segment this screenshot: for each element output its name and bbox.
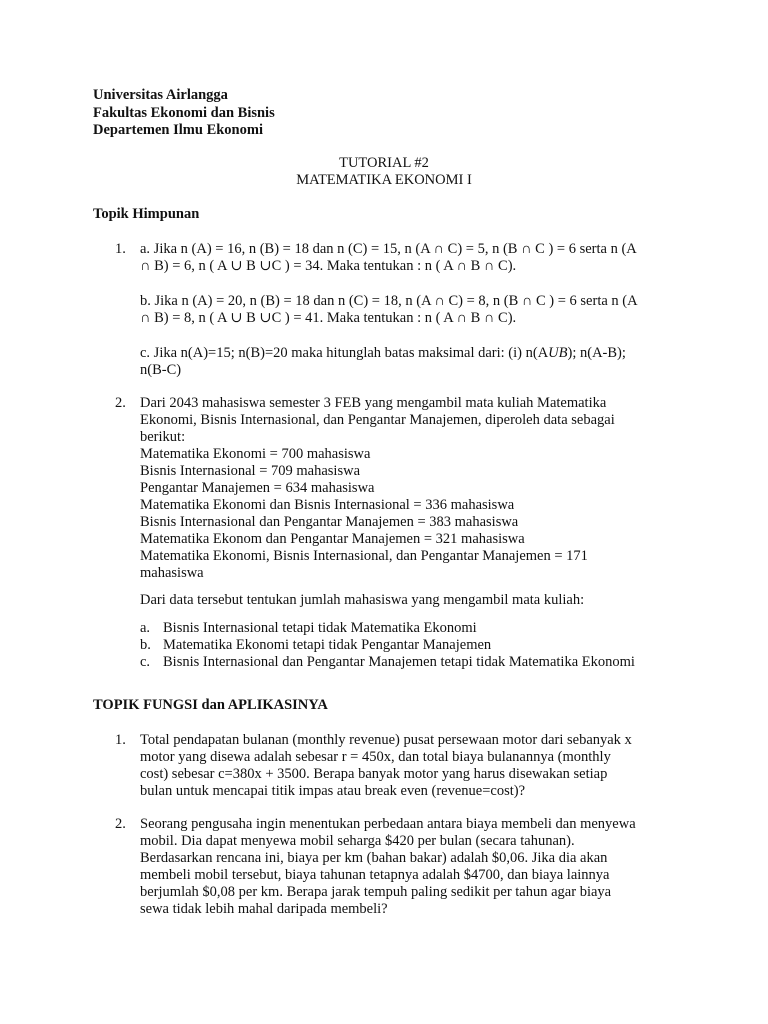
question-2-line: berikut: — [140, 429, 186, 445]
question-1c-line1-pre: c. Jika n(A)=15; n(B)=20 maka hitunglah batas maksimal dari: (i) n(A — [140, 345, 549, 361]
question-2-line: Bisnis Internasional = 709 mahasiswa — [140, 463, 361, 479]
fungsi-question-1-line: cost) sebesar c=380x + 3500. Berapa banyak motor yang harus disewakan setiap — [140, 766, 608, 782]
question-1a-line1: a. Jika n (A) = 16, n (B) = 18 dan n (C) = 15, n (A ∩ C) = 5, n (B ∩ C ) = 6 serta n (A — [140, 241, 637, 257]
section-heading-himpunan: Topik Himpunan — [93, 206, 200, 222]
fungsi-question-2-line: sewa tidak lebih mahal daripada membeli? — [140, 901, 388, 917]
question-2-line: Matematika Ekonomi, Bisnis Internasional, dan Pengantar Manajemen = 171 — [140, 548, 588, 564]
question-2-body — [140, 395, 680, 582]
question-number: 1. — [115, 241, 126, 257]
fungsi-question-1-body — [140, 732, 680, 800]
question-2-line: Matematika Ekonomi = 700 mahasiswa — [140, 446, 371, 462]
question-1c-line1 — [140, 345, 680, 362]
university-name: Universitas Airlangga — [93, 87, 228, 103]
option-letter: c. — [140, 654, 151, 670]
question-2-line: Matematika Ekonom dan Pengantar Manajemen = 321 mahasiswa — [140, 531, 525, 547]
question-number: 2. — [115, 816, 126, 832]
question-1c-line2: n(B-C) — [140, 362, 182, 378]
option-text: Bisnis Internasional dan Pengantar Manajemen tetapi tidak Matematika Ekonomi — [163, 654, 635, 670]
question-2-line: Dari 2043 mahasiswa semester 3 FEB yang mengambil mata kuliah Matematika — [140, 395, 607, 411]
fungsi-question-2-body — [140, 816, 680, 918]
question-number: 1. — [115, 732, 126, 748]
question-2-line: Pengantar Manajemen = 634 mahasiswa — [140, 480, 375, 496]
faculty-name: Fakultas Ekonomi dan Bisnis — [93, 105, 275, 121]
option-letter: a. — [140, 620, 151, 636]
question-1c — [140, 345, 680, 379]
question-1a-line2: ∩ B) = 6, n ( A ∪ B ∪C ) = 34. Maka tentukan : n ( A ∩ B ∩ C). — [140, 258, 517, 274]
section-heading-fungsi: TOPIK FUNGSI dan APLIKASINYA — [93, 697, 328, 713]
question-1a — [140, 241, 680, 275]
question-2-line: Matematika Ekonomi dan Bisnis Internasional = 336 mahasiswa — [140, 497, 515, 513]
fungsi-question-2-line: Berdasarkan rencana ini, biaya per km (bahan bakar) adalah $0,06. Jika dia akan — [140, 850, 608, 866]
fungsi-question-2-line: mobil. Dia dapat menyewa mobil seharga $420 per bulan (secara tahunan). — [140, 833, 575, 849]
question-1b — [140, 293, 680, 327]
option-letter: b. — [140, 637, 151, 653]
question-2-line: Bisnis Internasional dan Pengantar Manajemen = 383 mahasiswa — [140, 514, 519, 530]
fungsi-question-2-line: membeli mobil tersebut, biaya tahunan tetapnya adalah $4700, dan biaya lainnya — [140, 867, 610, 883]
tutorial-title: TUTORIAL #2 — [339, 155, 429, 171]
question-2-prompt: Dari data tersebut tentukan jumlah mahasiswa yang mengambil mata kuliah: — [140, 592, 585, 608]
question-2-line: Ekonomi, Bisnis Internasional, dan Pengantar Manajemen, diperoleh data sebagai — [140, 412, 615, 428]
union-symbol: UB — [548, 345, 568, 361]
question-number: 2. — [115, 395, 126, 411]
fungsi-question-2-line: berjumlah $0,08 per km. Berapa jarak tempuh paling sedikit per tahun agar biaya — [140, 884, 612, 900]
question-1c-line1-post: ); n(A-B); — [567, 345, 626, 361]
course-title: MATEMATIKA EKONOMI I — [296, 172, 472, 188]
fungsi-question-1-line: Total pendapatan bulanan (monthly revenue) pusat persewaan motor dari sebanyak x — [140, 732, 632, 748]
question-1b-line1: b. Jika n (A) = 20, n (B) = 18 dan n (C) = 18, n (A ∩ C) = 8, n (B ∩ C ) = 6 serta n (A — [140, 293, 638, 309]
option-text: Matematika Ekonomi tetapi tidak Pengantar Manajemen — [163, 637, 492, 653]
fungsi-question-1-line: motor yang disewa adalah sebesar r = 450x, dan total biaya bulanannya (monthly — [140, 749, 611, 765]
question-1b-line2: ∩ B) = 8, n ( A ∪ B ∪C ) = 41. Maka tentukan : n ( A ∩ B ∩ C). — [140, 310, 517, 326]
question-2-line: mahasiswa — [140, 565, 204, 581]
fungsi-question-1-line: bulan untuk mencapai titik impas atau break even (revenue=cost)? — [140, 783, 526, 799]
option-text: Bisnis Internasional tetapi tidak Matematika Ekonomi — [163, 620, 477, 636]
fungsi-question-2-line: Seorang pengusaha ingin menentukan perbedaan antara biaya membeli dan menyewa — [140, 816, 636, 832]
department-name: Departemen Ilmu Ekonomi — [93, 122, 263, 138]
